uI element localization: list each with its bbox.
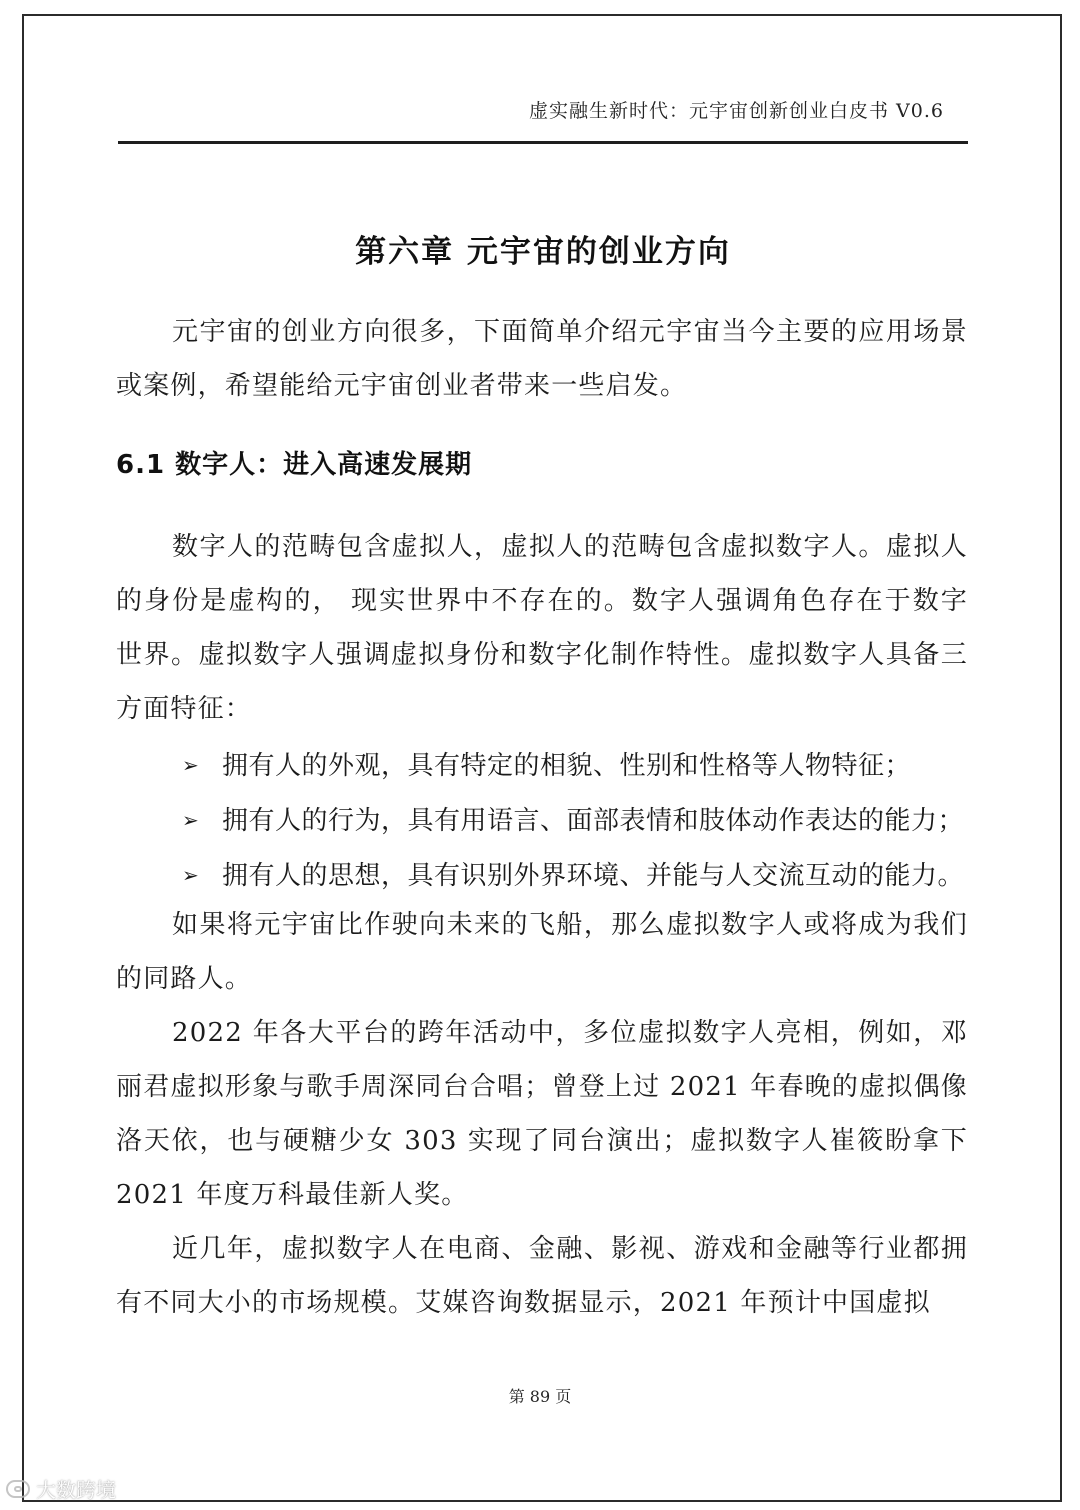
running-header: 虚实融生新时代：元宇宙创新创业白皮书 V0.6	[529, 100, 944, 122]
header-divider	[118, 141, 968, 144]
list-item	[182, 848, 982, 903]
intro-paragraph: 元宇宙的创业方向很多，下面简单介绍元宇宙当今主要的应用场景或案例，希望能给元宇宙创业者带来一些启发。	[116, 317, 968, 401]
list-item	[182, 793, 982, 848]
list-item-text: 拥有人的外观，具有特定的相貌、性别和性格等人物特征；	[222, 751, 912, 781]
feature-list	[182, 738, 982, 903]
arrow-bullet-icon: ➢	[182, 808, 200, 832]
arrow-bullet-icon: ➢	[182, 863, 200, 887]
watermark	[6, 1474, 116, 1503]
section-heading: 6.1 数字人：进入高速发展期	[116, 450, 473, 480]
arrow-bullet-icon: ➢	[182, 753, 200, 777]
list-item-text: 拥有人的行为，具有用语言、面部表情和肢体动作表达的能力；	[222, 806, 965, 836]
page-number: 第 89 页	[508, 1387, 572, 1406]
paragraph-spaceship: 如果将元宇宙比作驶向未来的飞船，那么虚拟数字人或将成为我们的同路人。	[116, 910, 968, 994]
list-item	[182, 738, 982, 793]
wechat-logo-icon	[6, 1480, 30, 1498]
list-item-text: 拥有人的思想，具有识别外界环境、并能与人交流互动的能力。	[222, 861, 965, 891]
paragraph-definition: 数字人的范畴包含虚拟人，虚拟人的范畴包含虚拟数字人。虚拟人的身份是虚构的， 现实世界中不存在的。数字人强调角色存在于数字世界。虚拟数字人强调虚拟身份和数字化制作特性。虚拟数字人具备三方面特征：	[116, 532, 968, 724]
paragraph-market: 近几年，虚拟数字人在电商、金融、影视、游戏和金融等行业都拥有不同大小的市场规模。艾媒咨询数据显示，2021 年预计中国虚拟	[116, 1234, 968, 1318]
chapter-title: 第六章 元宇宙的创业方向	[355, 234, 731, 270]
paragraph-new-year-events: 2022 年各大平台的跨年活动中，多位虚拟数字人亮相，例如，邓丽君虚拟形象与歌手周深同台合唱；曾登上过 2021 年春晚的虚拟偶像洛天依，也与硬糖少女 303 实现了同台演出；虚拟数字人崔筱盼拿下 2021 年度万科最佳新人奖。	[116, 1018, 968, 1210]
watermark-text: 大数跨境	[36, 1478, 116, 1502]
